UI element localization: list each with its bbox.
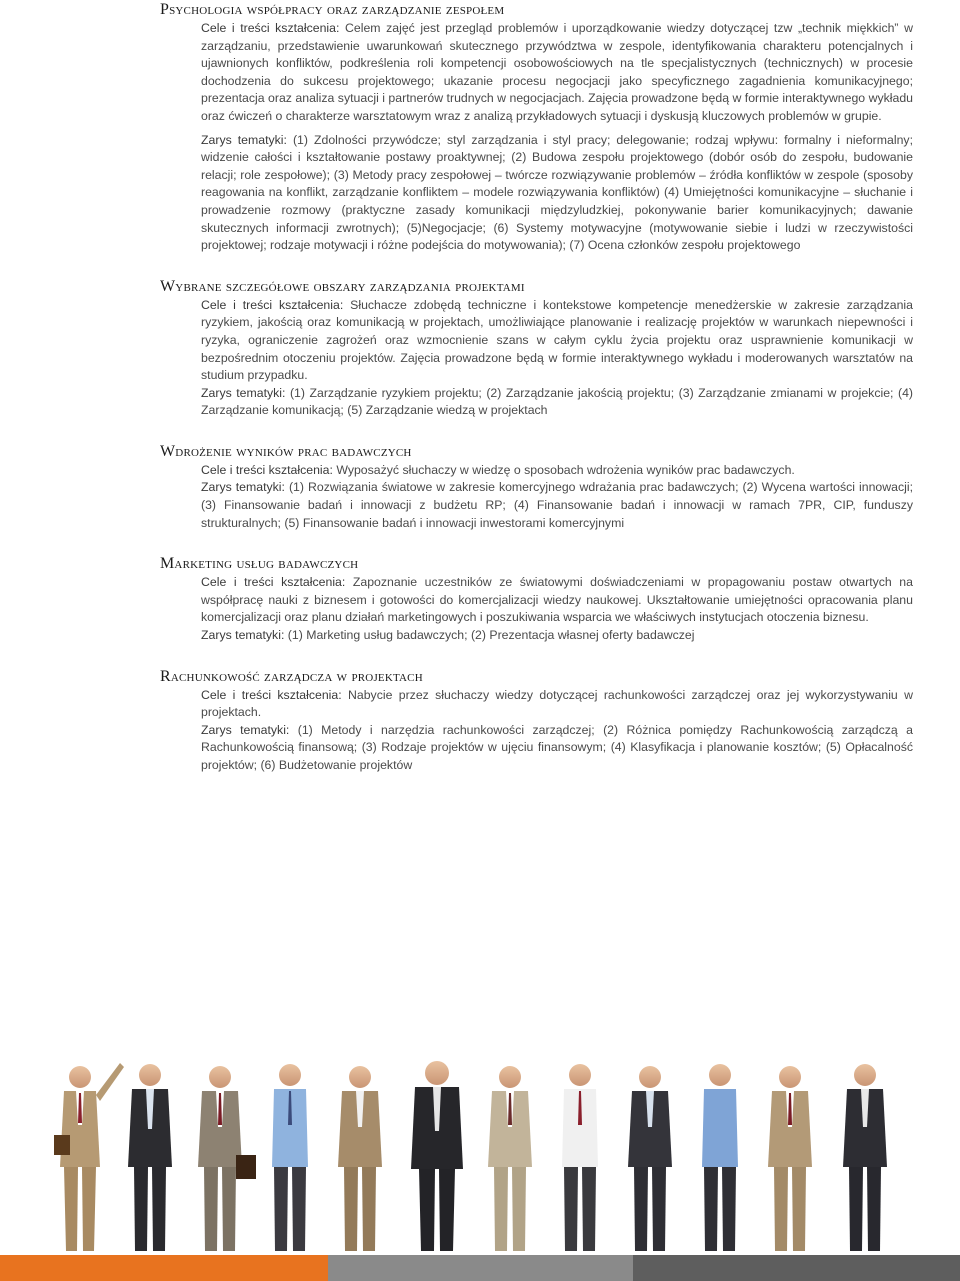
paragraph-label: Cele i treści kształcenia: bbox=[201, 462, 333, 477]
section-paragraph bbox=[201, 297, 913, 385]
section-title: Rachunkowość zarządcza w projektach bbox=[160, 667, 423, 685]
section-obszary bbox=[160, 277, 913, 420]
paragraph-label: Zarys tematyki: bbox=[201, 132, 287, 147]
paragraph-text: Celem zajęć jest przegląd problemów i uporządkowanie wiedzy dotyczącej tzw „technik miękkich” w zarządzaniu, przedstawienie uwarunkowań skutecznego przywództwa w zespole, identyfikowania charakteru potencjalnych i ujawnionych konfliktów, podkreślenia roli kompetencji osobowościowych na tle specjalistycznych (technicznych) w procesie dochodzenia do sukcesu projektowego; ukazanie procesu negocjacji jako specyficznego zagadnienia komunikacyjnego; prezentacja oraz analiza sytuacji i partnerów trudnych w negocjacjach. Zajęcia prowadzone będą w formie interaktywnego wykładu oraz ćwiczeń o charakterze warsztatowym wraz z analizą przykładowych sytuacji i dyskusją kluczowych problemów w grupie. bbox=[201, 21, 913, 123]
section-paragraph bbox=[201, 462, 913, 480]
paragraph-text: Zapoznanie uczestników ze światowymi doświadczeniami w propagowaniu postaw otwartych na współpracę nauki z biznesem i gotowości do komercjalizacji wiedzy naukowej. Ukształtowanie umiejętności opracowania planu komercjalizacji oraz planu działań marketingowych i poszukiwania wsparcia we właściwych instytucjach otoczenia biznesu. bbox=[201, 575, 913, 625]
paragraph-label: Zarys tematyki: bbox=[201, 480, 285, 495]
person-figure bbox=[411, 1061, 463, 1251]
footer-bar-orange bbox=[0, 1255, 328, 1281]
section-paragraph bbox=[201, 479, 913, 532]
paragraph-text: (1) Rozwiązania światowe w zakresie komercyjnego wdrażania prac badawczych; (2) Wycena wartości innowacji; (3) Finansowanie badań i innowacji z budżetu RP; (4) Finansowanie badań i innowacji w ramach 7PR, CIP, funduszy strukturalnych; (5) Finansowanie badań i innowacji inwestorami komercyjnymi bbox=[201, 480, 914, 530]
person-figure bbox=[628, 1066, 672, 1251]
section-psychologia bbox=[160, 0, 913, 255]
section-title: Psychologia współpracy oraz zarządzanie zespołem bbox=[160, 1, 505, 18]
person-figure bbox=[768, 1066, 812, 1251]
person-figure bbox=[843, 1064, 887, 1251]
section-paragraph bbox=[201, 574, 913, 627]
paragraph-label: Cele i treści kształcenia: bbox=[201, 687, 342, 702]
paragraph-text: (1) Zarządzanie ryzykiem projektu; (2) Zarządzanie jakością projektu; (3) Zarządzanie zmianami w projekcie; (4) Zarządzanie komunikacją; (5) Zarządzanie wiedzą w projektach bbox=[201, 385, 913, 418]
section-paragraph bbox=[201, 687, 913, 722]
section-rachunkowosc bbox=[160, 667, 913, 775]
section-title: Marketing usług badawczych bbox=[160, 555, 359, 573]
paragraph-label: Cele i treści kształcenia: bbox=[201, 575, 346, 590]
section-paragraph bbox=[201, 385, 913, 420]
paragraph-text: Nabycie przez słuchaczy wiedzy dotyczącej rachunkowości zarządczej oraz jej wykorzystywaniu w projektach. bbox=[201, 687, 913, 720]
paragraph-label: Zarys tematyki: bbox=[201, 722, 290, 737]
person-figure bbox=[562, 1064, 598, 1251]
paragraph-label: Cele i treści kształcenia: bbox=[201, 21, 340, 35]
paragraph-label: Zarys tematyki: bbox=[201, 628, 285, 643]
paragraph-text: (1) Zdolności przywódcze; styl zarządzania i styl pracy; delegowanie; rodzaj wpływu: formalny i nieformalny; widzenie całości i kształtowanie postawy proaktywnej; (2) Budowa zespołu projektowego (dobór osób do zespołu, budowanie relacji; role zespołowe); (3) Metody pracy zespołowej – twórcze rozwiązywanie problemów – źródła konfliktów w zespole (sposoby reagowania na konflikt, zarządzanie konfliktem – modele rozwiązywania konfliktów) (4) Umiejętności komunikacyjne – słuchanie i prowadzenie rozmowy (praktyczne zasady komunikacji międzyludzkiej, pokonywanie barier komunikacyjnych; dawanie skutecznych informacji zwrotnych); (5)Negocjacje; (6) Systemy motywacyjne (motywowanie siebie i ludzi w rzeczywistości projektowej; rodzaje motywacji i różne podejścia do motywowania); (7) Ocena członków zespołu projektowego bbox=[201, 132, 913, 253]
paragraph-label: Cele i treści kształcenia: bbox=[201, 297, 344, 312]
section-marketing bbox=[160, 554, 913, 644]
section-title: Wybrane szczegółowe obszary zarządzania projektami bbox=[160, 277, 525, 295]
document-body bbox=[160, 0, 913, 797]
person-figure bbox=[198, 1066, 256, 1251]
footer-bar-grey bbox=[328, 1255, 633, 1281]
person-figure bbox=[488, 1066, 532, 1251]
paragraph-label: Zarys tematyki: bbox=[201, 385, 286, 400]
paragraph-text: Słuchacze zdobędą techniczne i kontekstowe kompetencje menedżerskie w zakresie zarządzania ryzykiem, jakością oraz komunikacją w projektach, umożliwiające planowanie i realizację projektów w warunkach niepewności i ryzyka, ograniczenie zagrożeń oraz wzmocnienie szans w całym cyklu życia projektu oraz usprawnienie komunikacji w bezpośrednim otoczeniu projektów. Zajęcia prowadzone będą w formie interaktywnego wykładu i moderowanych warsztatów na studium przypadku. bbox=[201, 297, 913, 383]
person-figure bbox=[272, 1064, 308, 1251]
person-figure bbox=[128, 1064, 172, 1251]
person-figure bbox=[702, 1064, 738, 1251]
person-figure bbox=[338, 1066, 382, 1251]
person-figure bbox=[54, 1063, 124, 1251]
section-paragraph bbox=[201, 132, 913, 255]
section-paragraph bbox=[201, 627, 913, 645]
footer-bar-dark bbox=[633, 1255, 960, 1281]
paragraph-text: (1) Marketing usług badawczych; (2) Prezentacja własnej oferty badawczej bbox=[284, 628, 695, 643]
section-title: Wdrożenie wyników prac badawczych bbox=[160, 442, 412, 460]
section-paragraph bbox=[201, 20, 913, 126]
business-people-illustration bbox=[10, 1055, 950, 1255]
section-wdrozenie bbox=[160, 442, 913, 532]
paragraph-text: Wyposażyć słuchaczy w wiedzę o sposobach wdrożenia wyników prac badawczych. bbox=[332, 462, 795, 477]
paragraph-text: (1) Metody i narzędzia rachunkowości zarządczej; (2) Różnica pomiędzy Rachunkowością zarządczą a Rachunkowością finansową; (3) Rodzaje projektów w ujęciu finansowym; (4) Klasyfikacja i planowanie kosztów; (5) Opłacalność projektów; (6) Budżetowanie projektów bbox=[201, 722, 913, 772]
section-paragraph bbox=[201, 722, 913, 775]
